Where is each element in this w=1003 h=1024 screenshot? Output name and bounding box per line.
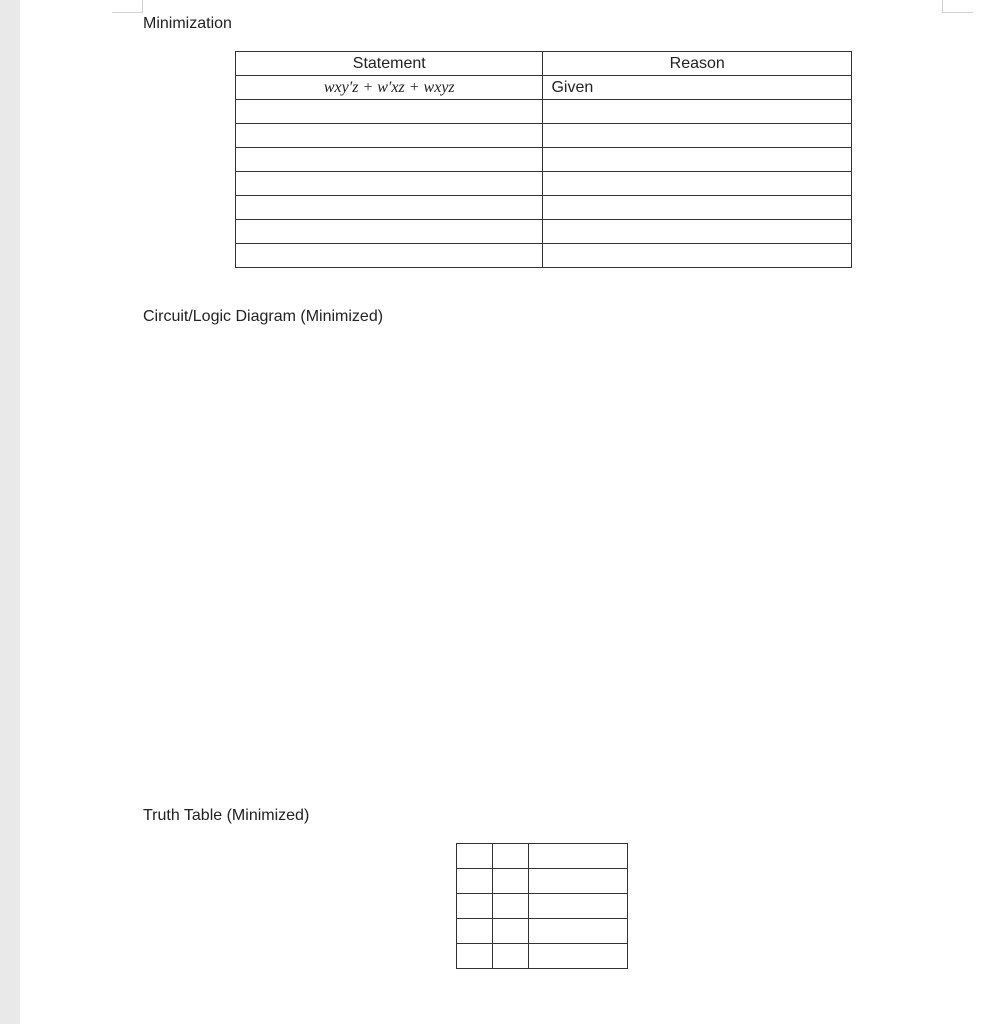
statement-cell[interactable] xyxy=(236,124,543,148)
truth-table-heading: Truth Table (Minimized) xyxy=(143,807,310,824)
truth-cell[interactable] xyxy=(529,944,628,969)
truth-cell[interactable] xyxy=(457,844,493,869)
proof-row xyxy=(236,100,852,124)
truth-cell[interactable] xyxy=(493,944,529,969)
circuit-diagram-heading: Circuit/Logic Diagram (Minimized) xyxy=(143,308,384,325)
proof-row xyxy=(236,244,852,268)
truth-row xyxy=(457,869,628,894)
proof-row xyxy=(236,172,852,196)
truth-cell[interactable] xyxy=(493,919,529,944)
truth-cell[interactable] xyxy=(493,894,529,919)
statement-cell[interactable] xyxy=(236,196,543,220)
document-page xyxy=(20,0,1003,1024)
statement-cell[interactable] xyxy=(236,100,543,124)
proof-row xyxy=(236,148,852,172)
proof-table xyxy=(235,51,852,268)
reason-cell[interactable] xyxy=(543,220,852,244)
crop-mark-top-right xyxy=(942,0,973,13)
reason-cell[interactable] xyxy=(543,172,852,196)
statement-header: Statement xyxy=(236,52,543,76)
proof-row xyxy=(236,76,852,100)
truth-row xyxy=(457,944,628,969)
truth-row xyxy=(457,919,628,944)
reason-cell[interactable] xyxy=(543,148,852,172)
truth-cell[interactable] xyxy=(529,869,628,894)
minimization-heading: Minimization xyxy=(143,15,232,32)
reason-cell[interactable]: Given xyxy=(543,76,852,100)
reason-header: Reason xyxy=(543,52,852,76)
truth-cell[interactable] xyxy=(529,894,628,919)
truth-cell[interactable] xyxy=(457,869,493,894)
reason-cell[interactable] xyxy=(543,196,852,220)
statement-cell[interactable] xyxy=(236,244,543,268)
statement-cell[interactable] xyxy=(236,148,543,172)
statement-cell[interactable]: wxy′z + w′xz + wxyz xyxy=(236,76,543,100)
reason-cell[interactable] xyxy=(543,100,852,124)
truth-row xyxy=(457,844,628,869)
truth-cell[interactable] xyxy=(457,919,493,944)
reason-cell[interactable] xyxy=(543,244,852,268)
proof-row xyxy=(236,196,852,220)
truth-cell[interactable] xyxy=(457,944,493,969)
truth-cell[interactable] xyxy=(457,894,493,919)
statement-cell[interactable] xyxy=(236,172,543,196)
truth-cell[interactable] xyxy=(529,919,628,944)
proof-row xyxy=(236,220,852,244)
truth-row xyxy=(457,894,628,919)
proof-row xyxy=(236,124,852,148)
crop-mark-top-left xyxy=(112,0,143,13)
reason-cell[interactable] xyxy=(543,124,852,148)
truth-cell[interactable] xyxy=(493,844,529,869)
proof-header-row xyxy=(236,52,852,76)
truth-cell[interactable] xyxy=(493,869,529,894)
statement-cell[interactable] xyxy=(236,220,543,244)
truth-table xyxy=(456,843,628,969)
truth-cell[interactable] xyxy=(529,844,628,869)
